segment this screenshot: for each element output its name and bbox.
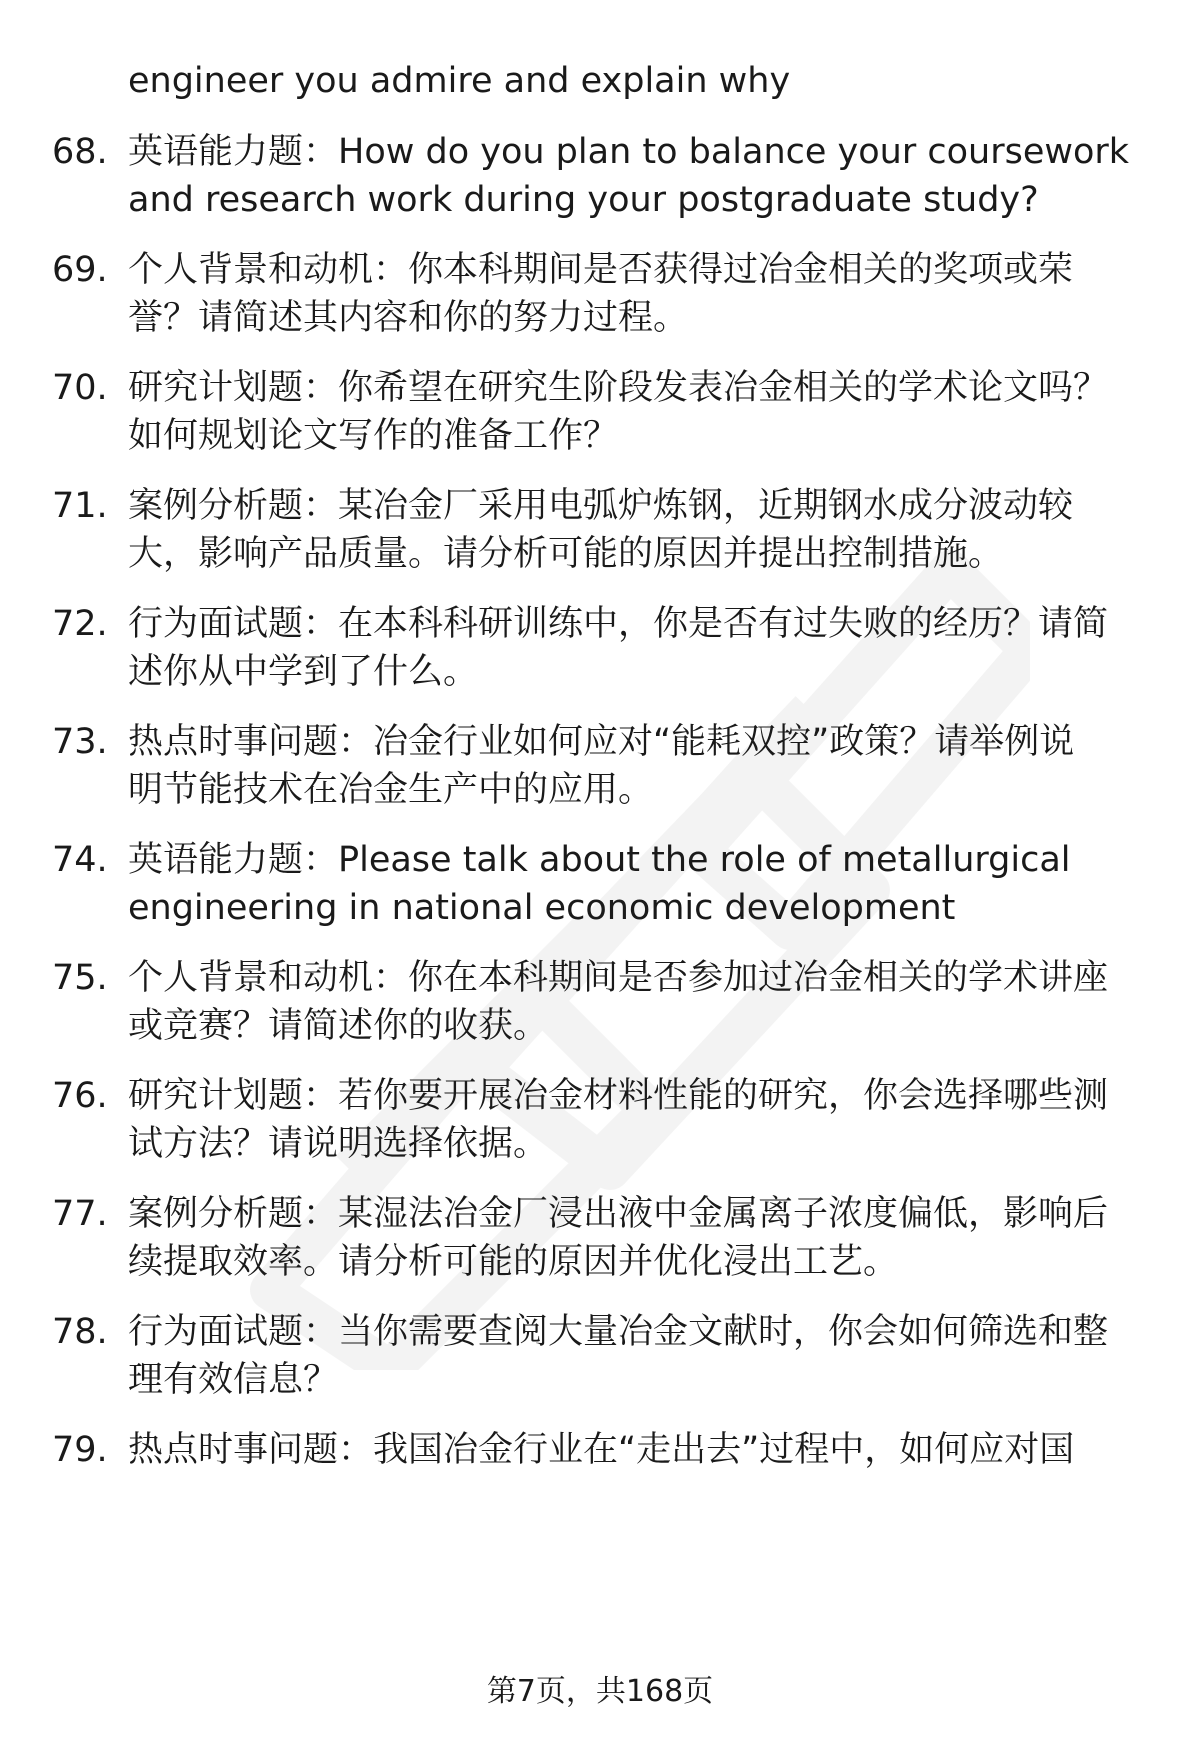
question-line: 案例分析题：某湿法冶金厂浸出液中金属离子浓度偏低，影响后: [128, 1194, 1109, 1234]
question-line: 续提取效率。请分析可能的原因并优化浸出工艺。: [128, 1242, 899, 1282]
question-text: [128, 246, 1138, 342]
question-number: 73.: [52, 722, 108, 762]
question-text: [128, 1426, 1138, 1474]
question-line: 案例分析题：某冶金厂采用电弧炉炼钢，近期钢水成分波动较: [128, 486, 1074, 526]
question-text: [128, 836, 1138, 932]
question-line: 个人背景和动机：你本科期间是否获得过冶金相关的奖项或荣: [128, 250, 1074, 290]
question-text: [128, 482, 1138, 578]
question-line: 行为面试题：当你需要查阅大量冶金文献时，你会如何筛选和整: [128, 1312, 1109, 1352]
page-footer: 第7页，共168页: [486, 1674, 714, 1709]
continuation-line: engineer you admire and explain why: [128, 61, 791, 101]
question-line: 研究计划题：你希望在研究生阶段发表冶金相关的学术论文吗？: [128, 368, 1109, 408]
question-line: 热点时事问题：我国冶金行业在“走出去”过程中，如何应对国: [128, 1430, 1075, 1470]
question-line: 述你从中学到了什么。: [128, 652, 479, 692]
question-number: 77.: [52, 1194, 108, 1234]
question-number: 70.: [52, 368, 108, 408]
question-text: [128, 718, 1138, 814]
question-line: 英语能力题：How do you plan to balance your coursework: [128, 132, 1130, 172]
question-number: 68.: [52, 132, 108, 172]
question-text: [128, 1190, 1138, 1286]
question-line: 个人背景和动机：你在本科期间是否参加过冶金相关的学术讲座: [128, 958, 1109, 998]
question-number: 75.: [52, 958, 108, 998]
question-number: 76.: [52, 1076, 108, 1116]
question-line: and research work during your postgraduate study?: [128, 180, 1039, 220]
question-line: 理有效信息？: [128, 1360, 339, 1400]
question-line: 英语能力题：Please talk about the role of metallurgical: [128, 840, 1071, 880]
question-text: [128, 364, 1138, 460]
question-text: [128, 1308, 1138, 1404]
question-line: 试方法？请说明选择依据。: [128, 1124, 549, 1164]
question-number: 78.: [52, 1312, 108, 1352]
question-line: 明节能技术在冶金生产中的应用。: [128, 770, 654, 810]
question-number: 79.: [52, 1430, 108, 1470]
question-line: 誉？请简述其内容和你的努力过程。: [128, 298, 689, 338]
question-line: 热点时事问题：冶金行业如何应对“能耗双控”政策？请举例说: [128, 722, 1075, 762]
question-text: [128, 600, 1138, 696]
question-text: [128, 128, 1138, 224]
question-number: 71.: [52, 486, 108, 526]
question-line: 如何规划论文写作的准备工作？: [128, 416, 619, 456]
question-line: 行为面试题：在本科科研训练中，你是否有过失败的经历？请简: [128, 604, 1109, 644]
question-text: [128, 954, 1138, 1050]
question-number: 69.: [52, 250, 108, 290]
question-line: 或竞赛？请简述你的收获。: [128, 1006, 549, 1046]
question-line: 研究计划题：若你要开展冶金材料性能的研究，你会选择哪些测: [128, 1076, 1109, 1116]
question-number: 74.: [52, 840, 108, 880]
question-line: engineering in national economic development: [128, 888, 956, 928]
question-line: 大，影响产品质量。请分析可能的原因并提出控制措施。: [128, 534, 1004, 574]
question-number: 72.: [52, 604, 108, 644]
question-text: [128, 1072, 1138, 1168]
